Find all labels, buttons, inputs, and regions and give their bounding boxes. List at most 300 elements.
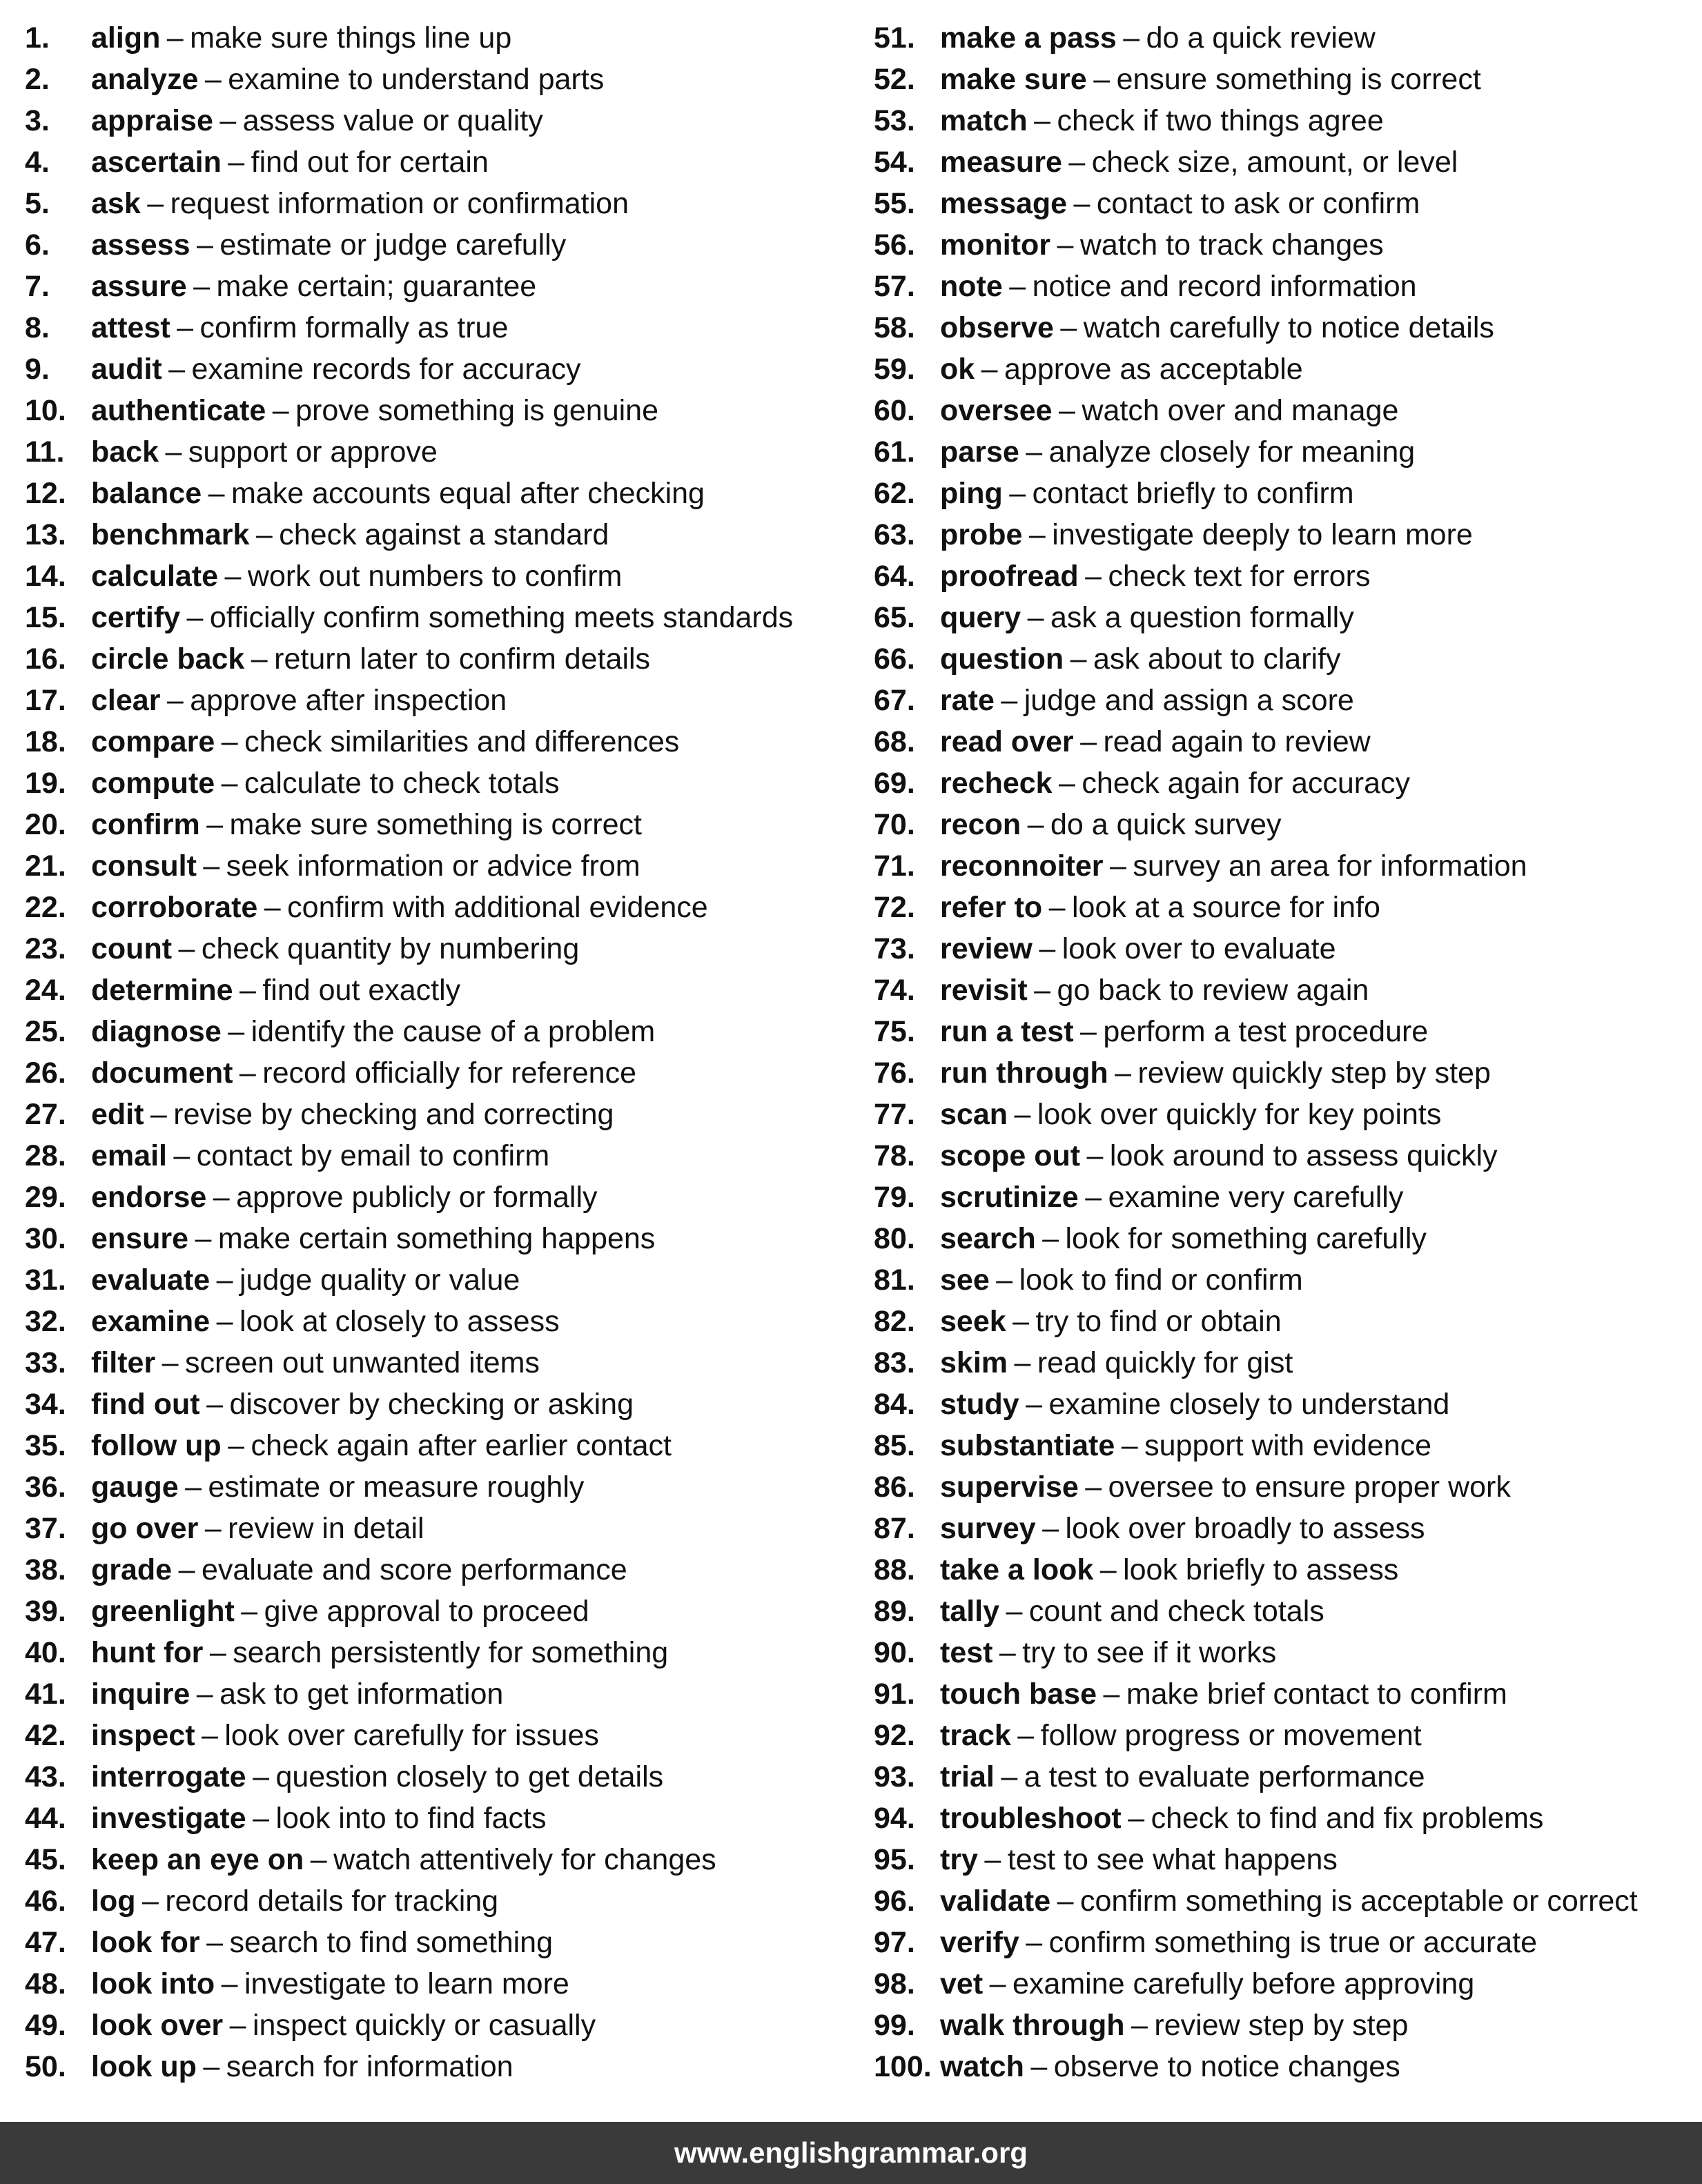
item-definition: check similarities and differences [244, 725, 680, 758]
item-separator: – [251, 642, 268, 676]
list-item [25, 638, 853, 680]
item-number: 72. [874, 891, 915, 924]
item-term: oversee [940, 394, 1053, 427]
item-number: 21. [25, 849, 66, 883]
item-term: ok [940, 353, 975, 386]
list-item [25, 1798, 853, 1839]
item-term: balance [91, 477, 202, 510]
item-term: touch base [940, 1678, 1097, 1711]
item-definition: look over to evaluate [1062, 932, 1336, 965]
item-number: 77. [874, 1098, 915, 1131]
item-separator: – [204, 63, 222, 96]
item-term: ensure [91, 1222, 189, 1255]
item-number: 53. [874, 104, 915, 137]
item-number: 91. [874, 1678, 915, 1711]
list-item [25, 17, 853, 59]
list-item [25, 845, 853, 887]
item-term: tally [940, 1595, 1000, 1628]
item-number: 16. [25, 642, 66, 676]
item-definition: check against a standard [279, 518, 609, 551]
item-definition: approve as acceptable [1004, 353, 1303, 386]
item-separator: – [1128, 1802, 1145, 1835]
list-item [25, 1963, 853, 2005]
item-definition: identify the cause of a problem [251, 1015, 656, 1048]
item-number: 50. [25, 2050, 66, 2083]
list-item [874, 141, 1695, 183]
item-term: benchmark [91, 518, 250, 551]
item-term: study [940, 1388, 1019, 1421]
item-definition: check size, amount, or level [1091, 146, 1458, 179]
item-number: 42. [25, 1719, 66, 1752]
item-definition: watch attentively for changes [333, 1843, 716, 1876]
item-separator: – [1026, 1926, 1043, 1959]
item-definition: examine to understand parts [228, 63, 605, 96]
list-item [874, 1384, 1695, 1425]
item-separator: – [981, 353, 998, 386]
list-item [874, 638, 1695, 680]
item-term: log [91, 1885, 136, 1918]
list-item [25, 183, 853, 224]
item-number: 61. [874, 435, 915, 469]
item-number: 94. [874, 1802, 915, 1835]
item-separator: – [253, 1760, 269, 1793]
item-term: track [940, 1719, 1011, 1752]
item-separator: – [999, 1636, 1016, 1669]
item-separator: – [1026, 1388, 1043, 1421]
list-item [874, 1715, 1695, 1756]
list-item [25, 1922, 853, 1963]
item-separator: – [204, 1512, 222, 1545]
item-number: 71. [874, 849, 915, 883]
item-number: 25. [25, 1015, 66, 1048]
item-separator: – [219, 104, 237, 137]
item-term: consult [91, 849, 197, 883]
item-definition: review quickly step by step [1137, 1056, 1491, 1090]
item-definition: watch carefully to notice details [1083, 311, 1494, 344]
list-item [25, 100, 853, 141]
list-item [874, 555, 1695, 597]
item-definition: work out numbers to confirm [247, 560, 623, 593]
item-number: 67. [874, 684, 915, 717]
item-number: 1. [25, 21, 50, 55]
item-definition: request information or confirmation [170, 187, 629, 220]
item-term: try [940, 1843, 978, 1876]
item-term: validate [940, 1885, 1051, 1918]
item-separator: – [147, 187, 164, 220]
item-separator: – [1014, 1346, 1031, 1379]
item-definition: check again after earlier contact [251, 1429, 672, 1462]
list-item [874, 887, 1695, 928]
item-definition: examine records for accuracy [191, 353, 581, 386]
list-item [874, 1177, 1695, 1218]
item-definition: look at closely to assess [239, 1305, 560, 1338]
item-separator: – [1121, 1429, 1138, 1462]
item-term: find out [91, 1388, 200, 1421]
item-term: gauge [91, 1470, 179, 1504]
item-term: circle back [91, 642, 245, 676]
item-definition: support with evidence [1144, 1429, 1432, 1462]
item-definition: seek information or advice from [226, 849, 640, 883]
item-number: 64. [874, 560, 915, 593]
list-item [874, 1011, 1695, 1052]
list-item [25, 1052, 853, 1094]
item-term: attest [91, 311, 170, 344]
item-definition: ask to get information [219, 1678, 504, 1711]
list-item [25, 1011, 853, 1052]
list-item [874, 1756, 1695, 1798]
item-number: 18. [25, 725, 66, 758]
item-term: assess [91, 228, 190, 262]
item-definition: ensure something is correct [1116, 63, 1481, 96]
item-separator: – [984, 1843, 1001, 1876]
item-definition: read again to review [1103, 725, 1371, 758]
item-definition: survey an area for information [1133, 849, 1527, 883]
item-separator: – [255, 518, 273, 551]
item-term: monitor [940, 228, 1051, 262]
item-term: keep an eye on [91, 1843, 304, 1876]
item-separator: – [1013, 1305, 1030, 1338]
item-definition: make accounts equal after checking [231, 477, 705, 510]
item-number: 19. [25, 767, 66, 800]
item-definition: review step by step [1154, 2009, 1409, 2042]
list-item [874, 1135, 1695, 1177]
item-definition: test to see what happens [1007, 1843, 1338, 1876]
list-item [874, 1052, 1695, 1094]
item-definition: record details for tracking [165, 1885, 499, 1918]
item-separator: – [1086, 1139, 1104, 1172]
item-definition: approve after inspection [190, 684, 507, 717]
list-item [874, 763, 1695, 804]
item-definition: confirm something is true or accurate [1048, 1926, 1537, 1959]
item-term: scope out [940, 1139, 1081, 1172]
list-item [874, 2046, 1695, 2087]
item-separator: – [206, 1926, 224, 1959]
footer-bar [0, 2122, 1702, 2184]
item-separator: – [1006, 1595, 1023, 1628]
item-term: interrogate [91, 1760, 246, 1793]
item-term: probe [940, 518, 1023, 551]
item-term: recon [940, 808, 1021, 841]
list-item [874, 1632, 1695, 1673]
list-item [874, 1963, 1695, 2005]
item-definition: estimate or judge carefully [219, 228, 567, 262]
item-definition: perform a test procedure [1103, 1015, 1429, 1048]
list-item [25, 1094, 853, 1135]
item-number: 90. [874, 1636, 915, 1669]
item-definition: judge quality or value [239, 1263, 520, 1297]
item-number: 26. [25, 1056, 66, 1090]
item-term: supervise [940, 1470, 1079, 1504]
item-definition: find out for certain [251, 146, 489, 179]
list-item [25, 555, 853, 597]
item-definition: look to find or confirm [1019, 1263, 1303, 1297]
item-number: 30. [25, 1222, 66, 1255]
item-definition: contact by email to confirm [196, 1139, 550, 1172]
list-item [25, 887, 853, 928]
list-item [25, 390, 853, 431]
list-item [874, 100, 1695, 141]
item-definition: look into to find facts [275, 1802, 547, 1835]
list-item [25, 141, 853, 183]
item-number: 20. [25, 808, 66, 841]
item-number: 57. [874, 270, 915, 303]
item-separator: – [213, 1181, 230, 1214]
list-item [874, 680, 1695, 721]
item-term: filter [91, 1346, 156, 1379]
item-separator: – [1068, 146, 1086, 179]
list-item [25, 2046, 853, 2087]
item-number: 36. [25, 1470, 66, 1504]
item-separator: – [228, 1015, 245, 1048]
item-term: test [940, 1636, 993, 1669]
item-definition: contact to ask or confirm [1096, 187, 1420, 220]
item-separator: – [1073, 187, 1090, 220]
item-number: 84. [874, 1388, 915, 1421]
item-term: run through [940, 1056, 1108, 1090]
item-term: inspect [91, 1719, 195, 1752]
item-definition: review in detail [228, 1512, 424, 1545]
item-separator: – [228, 146, 245, 179]
item-definition: check again for accuracy [1082, 767, 1411, 800]
list-item [25, 1384, 853, 1425]
list-item [25, 1673, 853, 1715]
list-item [874, 17, 1695, 59]
item-term: look up [91, 2050, 197, 2083]
list-item [25, 928, 853, 970]
item-separator: – [310, 1843, 327, 1876]
item-definition: approve publicly or formally [236, 1181, 598, 1214]
list-item [25, 1135, 853, 1177]
item-number: 70. [874, 808, 915, 841]
list-item [25, 1715, 853, 1756]
list-item [25, 1466, 853, 1508]
item-separator: – [141, 1885, 159, 1918]
list-item [25, 1880, 853, 1922]
item-term: vet [940, 1967, 984, 2000]
item-term: review [940, 932, 1033, 965]
item-number: 13. [25, 518, 66, 551]
item-number: 9. [25, 353, 50, 386]
item-separator: – [208, 477, 225, 510]
item-separator: – [1085, 1470, 1102, 1504]
item-separator: – [1009, 477, 1026, 510]
item-number: 51. [874, 21, 915, 55]
item-term: appraise [91, 104, 213, 137]
item-number: 46. [25, 1885, 66, 1918]
item-separator: – [239, 974, 256, 1007]
item-separator: – [1060, 311, 1077, 344]
list-item [874, 224, 1695, 266]
item-definition: support or approve [188, 435, 438, 469]
item-number: 14. [25, 560, 66, 593]
item-definition: ask about to clarify [1093, 642, 1341, 676]
item-definition: discover by checking or asking [229, 1388, 634, 1421]
item-separator: – [224, 560, 242, 593]
list-item [874, 431, 1695, 473]
item-number: 89. [874, 1595, 915, 1628]
item-number: 69. [874, 767, 915, 800]
item-number: 66. [874, 642, 915, 676]
item-number: 79. [874, 1181, 915, 1214]
item-term: search [940, 1222, 1036, 1255]
item-number: 40. [25, 1636, 66, 1669]
item-term: email [91, 1139, 167, 1172]
list-item [25, 1301, 853, 1342]
list-item [874, 1673, 1695, 1715]
item-separator: – [1080, 725, 1097, 758]
item-separator: – [186, 601, 204, 634]
item-separator: – [209, 1636, 226, 1669]
item-definition: look for something carefully [1065, 1222, 1427, 1255]
item-definition: investigate to learn more [244, 1967, 569, 2000]
item-definition: analyze closely for meaning [1048, 435, 1416, 469]
item-definition: look around to assess quickly [1109, 1139, 1498, 1172]
item-number: 62. [874, 477, 915, 510]
item-number: 3. [25, 104, 50, 137]
list-item [874, 390, 1695, 431]
list-item [874, 1839, 1695, 1880]
item-separator: – [241, 1595, 258, 1628]
item-definition: go back to review again [1057, 974, 1369, 1007]
item-definition: notice and record information [1032, 270, 1417, 303]
item-term: survey [940, 1512, 1036, 1545]
item-term: parse [940, 435, 1019, 469]
item-definition: make sure things line up [190, 21, 512, 55]
item-number: 96. [874, 1885, 915, 1918]
item-definition: calculate to check totals [244, 767, 560, 800]
list-item [874, 1466, 1695, 1508]
item-separator: – [1115, 1056, 1131, 1090]
item-separator: – [1059, 767, 1075, 800]
item-definition: examine carefully before approving [1012, 1967, 1475, 2000]
item-number: 49. [25, 2009, 66, 2042]
item-number: 78. [874, 1139, 915, 1172]
item-term: analyze [91, 63, 199, 96]
list-item [874, 1342, 1695, 1384]
item-term: observe [940, 311, 1054, 344]
item-separator: – [1131, 2009, 1148, 2042]
item-separator: – [1034, 104, 1051, 137]
list-item [874, 473, 1695, 514]
item-term: rate [940, 684, 995, 717]
item-separator: – [1070, 642, 1087, 676]
item-term: compare [91, 725, 215, 758]
item-number: 92. [874, 1719, 915, 1752]
item-definition: confirm something is acceptable or correct [1079, 1885, 1638, 1918]
item-separator: – [1001, 1760, 1018, 1793]
list-item [874, 1922, 1695, 1963]
item-term: ask [91, 187, 141, 220]
item-separator: – [178, 1553, 195, 1586]
list-item [25, 597, 853, 638]
list-item [874, 183, 1695, 224]
item-separator: – [195, 1222, 212, 1255]
list-item [874, 1549, 1695, 1591]
item-number: 5. [25, 187, 50, 220]
item-definition: try to see if it works [1022, 1636, 1277, 1669]
item-number: 74. [874, 974, 915, 1007]
item-definition: contact briefly to confirm [1032, 477, 1354, 510]
item-definition: watch to track changes [1079, 228, 1384, 262]
item-separator: – [1014, 1098, 1031, 1131]
item-separator: – [202, 1719, 218, 1752]
list-item [874, 597, 1695, 638]
item-separator: – [1057, 1885, 1074, 1918]
item-definition: search for information [226, 2050, 513, 2083]
item-definition: examine very carefully [1108, 1181, 1404, 1214]
item-definition: look over broadly to assess [1065, 1512, 1425, 1545]
list-item [25, 431, 853, 473]
item-number: 10. [25, 394, 66, 427]
item-separator: – [216, 1305, 233, 1338]
item-number: 35. [25, 1429, 66, 1462]
item-term: note [940, 270, 1003, 303]
footer-website-url: www.englishgrammar.org [674, 2136, 1028, 2169]
item-number: 38. [25, 1553, 66, 1586]
item-separator: – [166, 21, 184, 55]
item-separator: – [989, 1967, 1006, 2000]
item-term: hunt for [91, 1636, 204, 1669]
item-term: take a look [940, 1553, 1094, 1586]
item-separator: – [1042, 1222, 1059, 1255]
word-list-left-column [25, 17, 853, 2087]
item-term: ascertain [91, 146, 222, 179]
item-term: look over [91, 2009, 224, 2042]
list-item [874, 1301, 1695, 1342]
item-number: 81. [874, 1263, 915, 1297]
item-separator: – [253, 1802, 270, 1835]
item-number: 52. [874, 63, 915, 96]
item-term: align [91, 21, 161, 55]
item-definition: make sure something is correct [229, 808, 642, 841]
item-definition: judge and assign a score [1024, 684, 1354, 717]
item-definition: make certain; guarantee [216, 270, 537, 303]
item-term: diagnose [91, 1015, 222, 1048]
item-definition: give approval to proceed [264, 1595, 589, 1628]
item-separator: – [1009, 270, 1026, 303]
item-number: 32. [25, 1305, 66, 1338]
item-number: 63. [874, 518, 915, 551]
item-number: 73. [874, 932, 915, 965]
item-separator: – [1039, 932, 1056, 965]
list-item [874, 1508, 1695, 1549]
item-number: 98. [874, 1967, 915, 2000]
item-separator: – [162, 1346, 179, 1379]
item-number: 56. [874, 228, 915, 262]
item-term: document [91, 1056, 233, 1090]
item-separator: – [185, 1470, 202, 1504]
list-item [874, 928, 1695, 970]
list-item [25, 1218, 853, 1259]
item-separator: – [1026, 435, 1043, 469]
item-term: follow up [91, 1429, 222, 1462]
item-separator: – [1030, 2050, 1048, 2083]
item-term: match [940, 104, 1028, 137]
item-separator: – [1059, 394, 1075, 427]
list-item [25, 680, 853, 721]
list-item [25, 224, 853, 266]
list-item [874, 1591, 1695, 1632]
list-item [874, 266, 1695, 307]
item-number: 17. [25, 684, 66, 717]
item-term: edit [91, 1098, 144, 1131]
item-separator: – [166, 684, 184, 717]
item-number: 31. [25, 1263, 66, 1297]
item-term: skim [940, 1346, 1008, 1379]
item-definition: prove something is genuine [295, 394, 658, 427]
item-separator: – [196, 228, 213, 262]
item-number: 12. [25, 477, 66, 510]
